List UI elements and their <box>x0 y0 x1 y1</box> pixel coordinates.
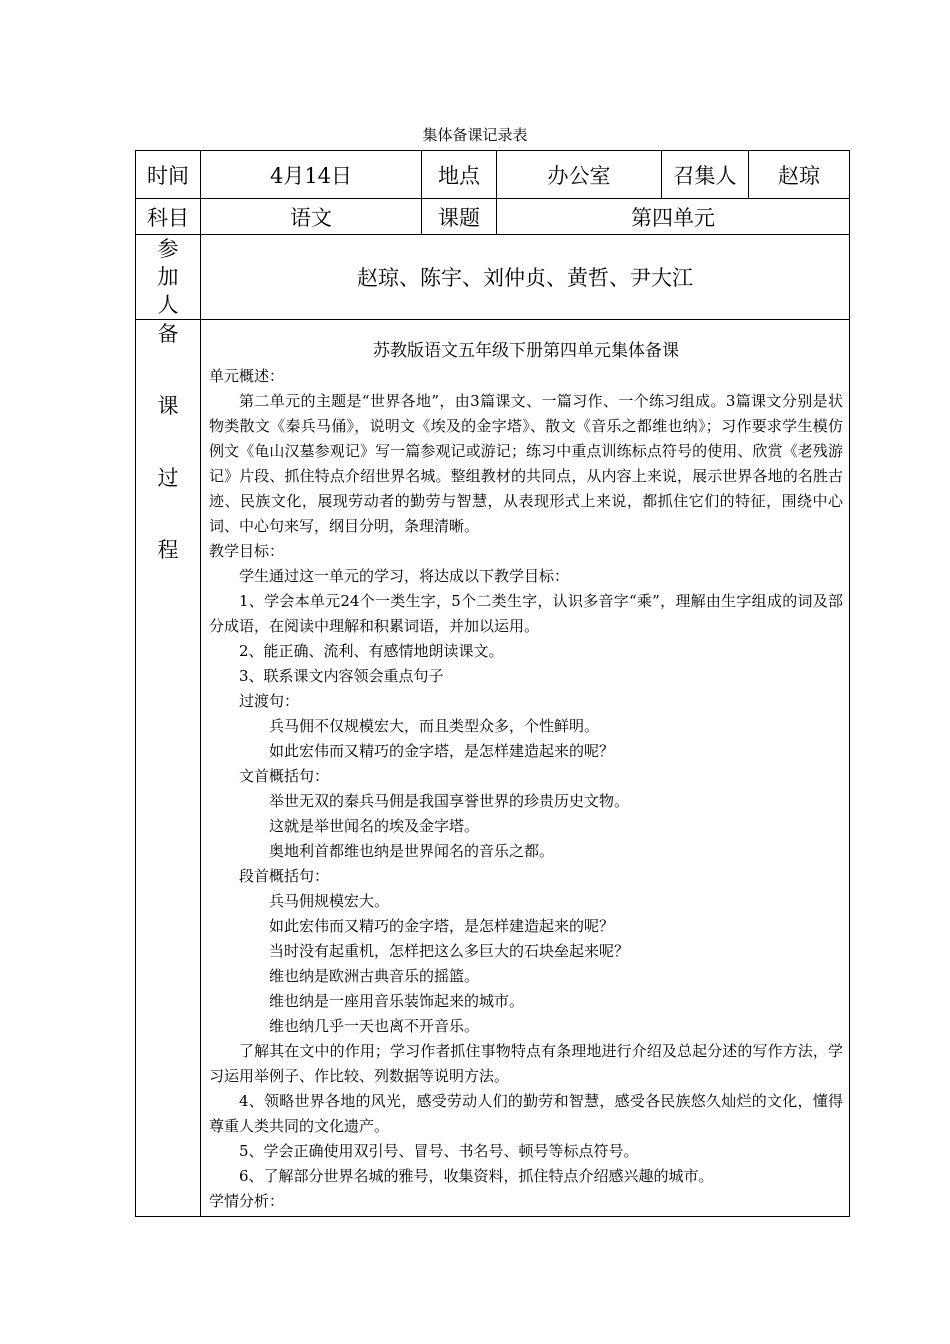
para-sentence: 维也纳是一座用音乐装饰起来的城市。 <box>269 992 525 1010</box>
goal-2: 2、能正确、流利、有感情地朗读课文。 <box>239 642 504 660</box>
goal-4: 4、领略世界各地的风光，感受劳动人们的勤劳和智慧，感受各民族悠久灿烂的文化，懂得尊重人类共同的文化遗产。 <box>209 1092 843 1135</box>
topic-label: 课题 <box>422 199 497 235</box>
opening-heading: 文首概括句： <box>239 767 330 785</box>
transition-sentence: 兵马佣不仅规模宏大，而且类型众多，个性鲜明。 <box>269 717 600 735</box>
analysis-heading: 学情分析： <box>209 1192 285 1210</box>
goal-1: 1、学会本单元24个一类生字，5个二类生字，认识多音字“乘”，理解由生字组成的词及部分成语，在阅读中理解和积累词语，并加以运用。 <box>209 592 843 635</box>
para-sentence: 当时没有起重机，怎样把这么多巨大的石块垒起来呢？ <box>269 942 630 960</box>
goal-3: 3、联系课文内容领会重点句子 <box>239 667 444 685</box>
process-title: 苏教版语文五年级下册第四单元集体备课 <box>373 341 679 361</box>
header-row-time <box>136 151 850 199</box>
topic-value: 第四单元 <box>497 199 850 235</box>
header-row-subject <box>136 199 850 235</box>
convener-value: 赵琼 <box>749 151 850 199</box>
convener-label: 召集人 <box>662 151 749 199</box>
process-row <box>136 320 850 1217</box>
place-label: 地点 <box>422 151 497 199</box>
process-label: 备 课 过 程 <box>136 320 201 1217</box>
goals-heading: 教学目标： <box>209 542 285 560</box>
para-heading: 段首概括句： <box>239 867 330 885</box>
overview-heading: 单元概述： <box>209 367 285 385</box>
time-label: 时间 <box>136 151 201 199</box>
document-title: 集体备课记录表 <box>422 126 528 144</box>
record-table <box>135 150 850 1217</box>
process-content <box>201 320 850 1217</box>
goal-5: 5、学会正确使用双引号、冒号、书名号、顿号等标点符号。 <box>239 1142 639 1160</box>
subject-label: 科目 <box>136 199 201 235</box>
para-sentence: 兵马佣规模宏大。 <box>269 892 390 910</box>
para-sentence: 如此宏伟而又精巧的金字塔，是怎样建造起来的呢？ <box>269 917 615 935</box>
opening-sentence: 这就是举世闻名的埃及金字塔。 <box>269 817 480 835</box>
participants-row <box>136 235 850 320</box>
understand-text: 了解其在文中的作用；学习作者抓住事物特点有条理地进行介绍及总起分述的写作方法，学习运用举例子、作比较、列数据等说明方法。 <box>209 1042 843 1085</box>
participants-value: 赵琼、陈宇、刘仲贞、黄哲、尹大江 <box>201 235 850 320</box>
place-value: 办公室 <box>497 151 662 199</box>
subject-value: 语文 <box>201 199 422 235</box>
goals-intro: 学生通过这一单元的学习，将达成以下教学目标： <box>239 567 570 585</box>
transition-sentence: 如此宏伟而又精巧的金字塔，是怎样建造起来的呢？ <box>269 742 615 760</box>
transition-heading: 过渡句： <box>239 692 300 710</box>
para-sentence: 维也纳几乎一天也离不开音乐。 <box>269 1017 480 1035</box>
participants-label: 参 加 人 <box>136 235 201 320</box>
time-value: 4月14日 <box>201 151 422 199</box>
opening-sentence: 举世无双的秦兵马佣是我国享誉世界的珍贵历史文物。 <box>269 792 630 810</box>
goal-6: 6、了解部分世界名城的雅号，收集资料，抓住特点介绍感兴趣的城市。 <box>239 1167 714 1185</box>
overview-text: 第二单元的主题是“世界各地”，由3篇课文、一篇习作、一个练习组成。3篇课文分别是状物类散文《秦兵马俑》，说明文《埃及的金字塔》、散文《音乐之都维也纳》；习作要求学生模仿例文《龟山汉墓参观记》写一篇参观记或游记；练习中重点训练标点符号的使用、欣赏《老残游记》片段、抓住特点介绍世界名城。整组教材的共同点，从内容上来说，展示世界各地的名胜古迹、民族文化，展现劳动者的勤劳与智慧，从表现形式上来说，都抓住它们的特征，围绕中心词、中心句来写，纲目分明，条理清晰。 <box>209 392 843 535</box>
opening-sentence: 奥地利首都维也纳是世界闻名的音乐之都。 <box>269 842 555 860</box>
para-sentence: 维也纳是欧洲古典音乐的摇篮。 <box>269 967 480 985</box>
